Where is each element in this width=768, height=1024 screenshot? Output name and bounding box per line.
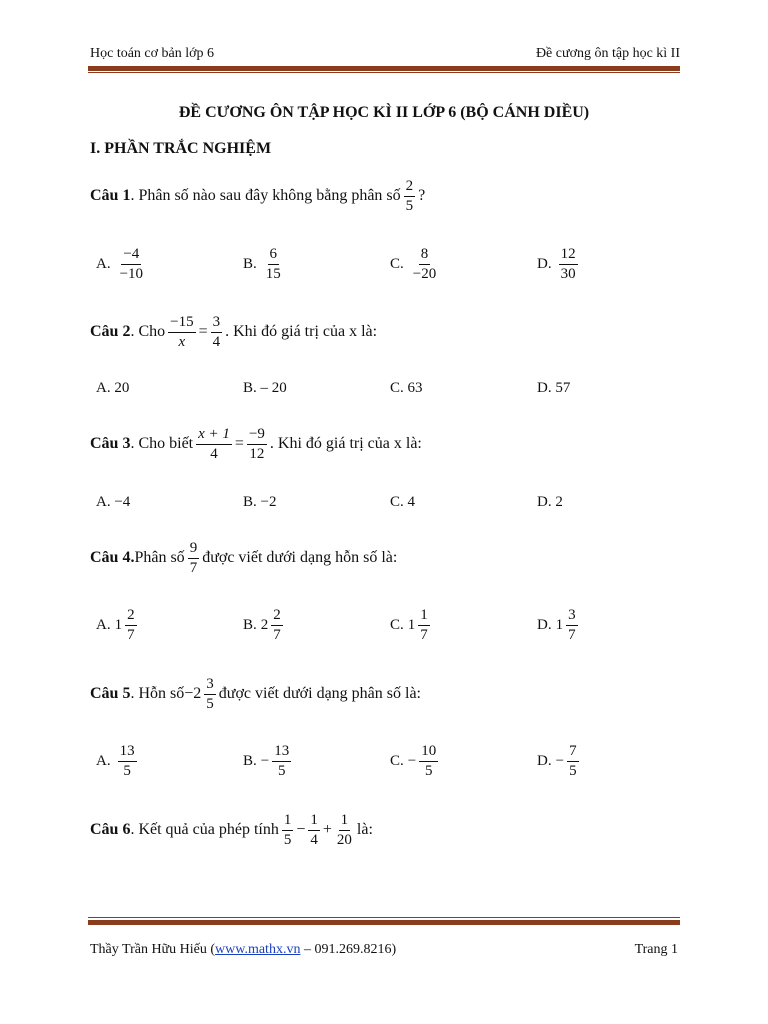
question-1: Câu 1 . Phân số nào sau đây không bằng phân số $\frac{2}{5}$ ? <box>90 178 426 214</box>
option-c: C. − $\frac{10}{5}$ <box>390 743 437 779</box>
option-b: B. 2 $\frac{2}{7}$ <box>243 607 281 643</box>
fraction: $\frac{9}{7}$ <box>189 540 198 576</box>
question-label: Câu 3 <box>90 435 131 452</box>
question-2-options <box>96 380 686 397</box>
question-label: Câu 1 <box>90 187 131 204</box>
question-text: . Phân số nào sau đây không bằng phân số <box>130 187 401 204</box>
question-3: Câu 3 . Cho biết $\frac{x + 1}{4}$ = $\frac{-9}{12}$ . Khi đó giá trị của x là: <box>90 426 422 462</box>
question-5-options <box>96 743 686 779</box>
option-c: C. 4 <box>390 494 416 510</box>
question-4: Câu 4. Phân số $\frac{9}{7}$ được viết dưới dạng hỗn số là: <box>90 540 398 576</box>
option-d: D. − $\frac{7}{5}$ <box>537 743 577 779</box>
section-heading: I. PHẦN TRẮC NGHIỆM <box>90 140 272 157</box>
question-label: Câu 6 <box>90 821 131 838</box>
question-label: Câu 5 <box>90 685 131 702</box>
header-rule <box>88 66 680 71</box>
question-5: Câu 5 . Hỗn số −2 $\frac{3}{5}$ được viết dưới dạng phân số là: <box>90 676 421 712</box>
header-rule-thin <box>88 72 680 73</box>
option-b: B. – 20 <box>243 380 287 396</box>
option-a: A. −4 <box>96 494 131 510</box>
option-a: A. 1 $\frac{2}{7}$ <box>96 607 135 643</box>
option-b: B. −2 <box>243 494 277 510</box>
fraction: $\frac{2}{5}$ <box>405 178 414 214</box>
question-label: Câu 2 <box>90 323 131 340</box>
page-number: Trang 1 <box>634 942 678 957</box>
question-1-options <box>96 246 686 282</box>
option-c: C. $\frac{8}{-20}$ <box>390 246 437 282</box>
question-6: Câu 6 . Kết quả của phép tính $\frac{1}{5}$ − $\frac{1}{4}$ + $\frac{1}{20}$ là: <box>90 812 373 848</box>
question-3-options <box>96 494 686 511</box>
option-d: D. 57 <box>537 380 571 396</box>
website-link[interactable]: www.mathx.vn <box>215 942 301 957</box>
fraction: $\frac{1}{20}$ <box>336 812 352 848</box>
option-a: A. 20 <box>96 380 130 396</box>
footer-rule-thin <box>88 917 680 918</box>
footer-author: Thầy Trần Hữu Hiếu (www.mathx.vn – 091.269.8216) <box>90 942 397 957</box>
fraction: $\frac{x + 1}{4}$ <box>198 426 230 462</box>
option-d: D. 1 $\frac{3}{7}$ <box>537 607 576 643</box>
option-b: B. − $\frac{13}{5}$ <box>243 743 290 779</box>
option-a: A. $\frac{13}{5}$ <box>96 743 135 779</box>
fraction: $\frac{1}{4}$ <box>310 812 318 848</box>
option-d: D. $\frac{12}{30}$ <box>537 246 576 282</box>
header-left: Học toán cơ bản lớp 6 <box>90 46 215 61</box>
question-2: Câu 2 . Cho $\frac{-15}{x}$ = $\frac{3}{4}$ . Khi đó giá trị của x là: <box>90 314 378 350</box>
option-c: C. 63 <box>390 380 423 396</box>
fraction: $\frac{-9}{12}$ <box>248 426 265 462</box>
option-b: B. $\frac{6}{15}$ <box>243 246 281 282</box>
fraction: $\frac{1}{5}$ <box>283 812 292 848</box>
document-title: ĐỀ CƯƠNG ÔN TẬP HỌC KÌ II LỚP 6 (BỘ CÁNH DIỀU) <box>178 104 590 121</box>
fraction: $\frac{3}{4}$ <box>212 314 221 350</box>
header-right: Đề cương ôn tập học kì II <box>535 46 680 61</box>
fraction: $\frac{3}{5}$ <box>206 676 214 712</box>
option-a: A. $\frac{-4}{-10}$ <box>96 246 144 282</box>
footer-rule <box>88 920 680 925</box>
question-label: Câu 4. <box>90 549 135 566</box>
option-c: C. 1 $\frac{1}{7}$ <box>390 607 428 643</box>
fraction: $\frac{-15}{x}$ <box>170 314 194 350</box>
option-d: D. 2 <box>537 494 563 510</box>
question-4-options <box>96 607 686 643</box>
